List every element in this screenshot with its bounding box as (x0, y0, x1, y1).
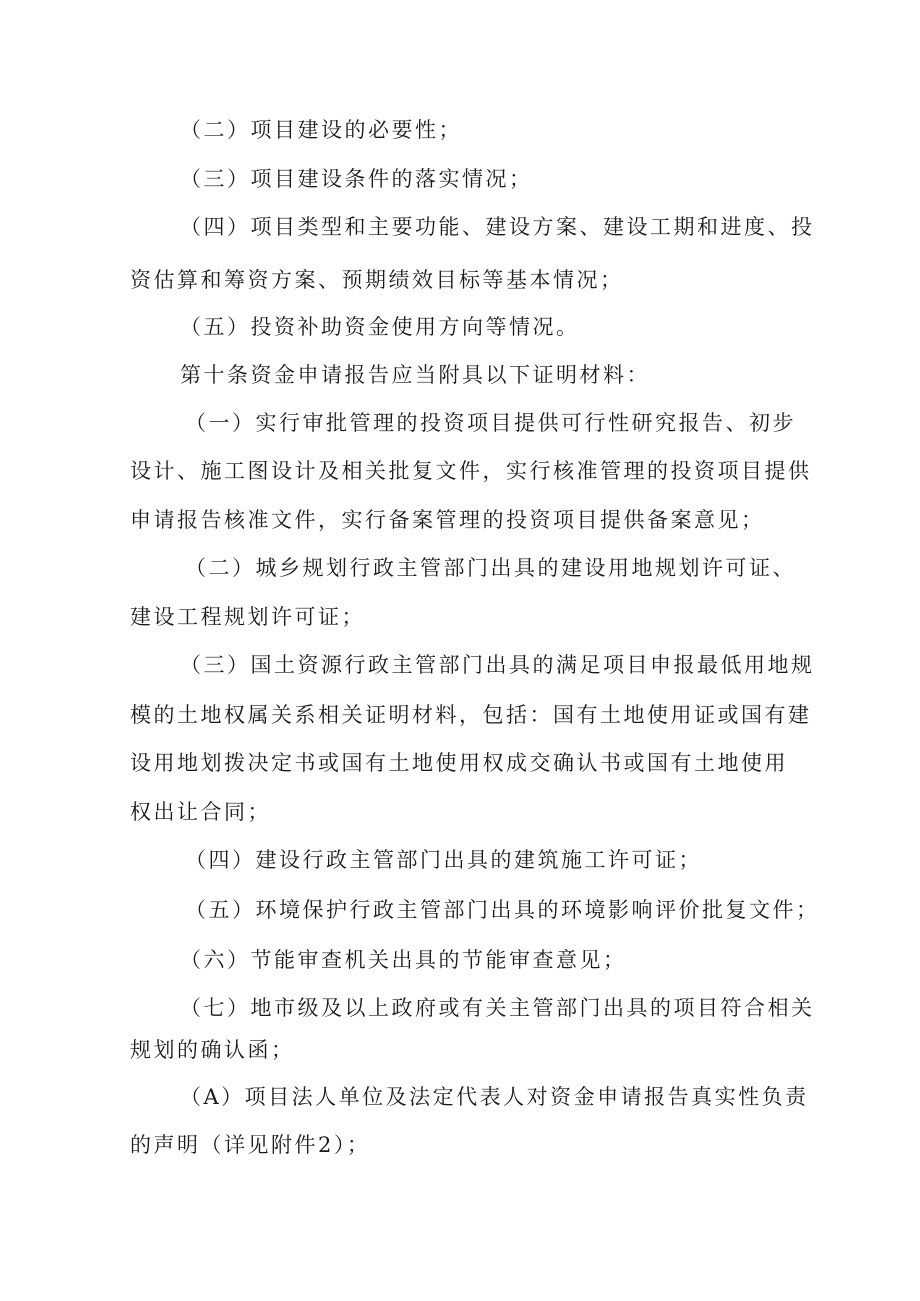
paragraph-line: 申请报告核准文件，实行备案管理的投资项目提供备案意见； (130, 508, 765, 532)
paragraph-line: （二）城乡规划行政主管部门出具的建设用地规划许可证、 (185, 556, 796, 580)
paragraph-line: （六）节能审查机关出具的节能审查意见； (180, 948, 627, 972)
paragraph-line: （七）地市级及以上政府或有关主管部门出具的项目符合相关 (180, 996, 815, 1020)
paragraph-line: （五）环境保护行政主管部门出具的环境影响评价批复文件； (185, 898, 820, 922)
paragraph-line: （二）项目建设的必要性； (180, 118, 462, 142)
paragraph-line: （三）项目建设条件的落实情况； (180, 167, 533, 191)
paragraph-line: 设用地划拨决定书或国有土地使用权成交确认书或国有土地使用 (130, 751, 788, 775)
paragraph-line: （一）实行审批管理的投资项目提供可行性研究报告、初步 (185, 411, 796, 435)
paragraph-line: （三）国土资源行政主管部门出具的满足项目申报最低用地规 (180, 653, 815, 677)
paragraph-line: 权出让合同； (130, 800, 271, 824)
paragraph-line: 设计、施工图设计及相关批复文件，实行核准管理的投资项目提供 (130, 459, 812, 483)
paragraph-line: 模的土地权属关系相关证明材料，包括：国有土地使用证或国有建 (130, 703, 812, 727)
paragraph-line: 建设工程规划许可证； (130, 605, 365, 629)
paragraph-line: （A）项目法人单位及法定代表人对资金申请报告真实性负责 (180, 1085, 809, 1109)
paragraph-line: 资估算和筹资方案、预期绩效目标等基本情况； (130, 268, 624, 292)
paragraph-line: （五）投资补助资金使用方向等情况。 (180, 315, 580, 339)
paragraph-line: 的声明（详见附件2）； (130, 1133, 371, 1157)
paragraph-line: 第十条资金申请报告应当附具以下证明材料： (180, 363, 650, 387)
paragraph-line: （四）项目类型和主要功能、建设方案、建设工期和进度、投 (180, 215, 815, 239)
paragraph-line: （四）建设行政主管部门出具的建筑施工许可证； (185, 848, 702, 872)
paragraph-line: 规划的确认函； (130, 1038, 295, 1062)
